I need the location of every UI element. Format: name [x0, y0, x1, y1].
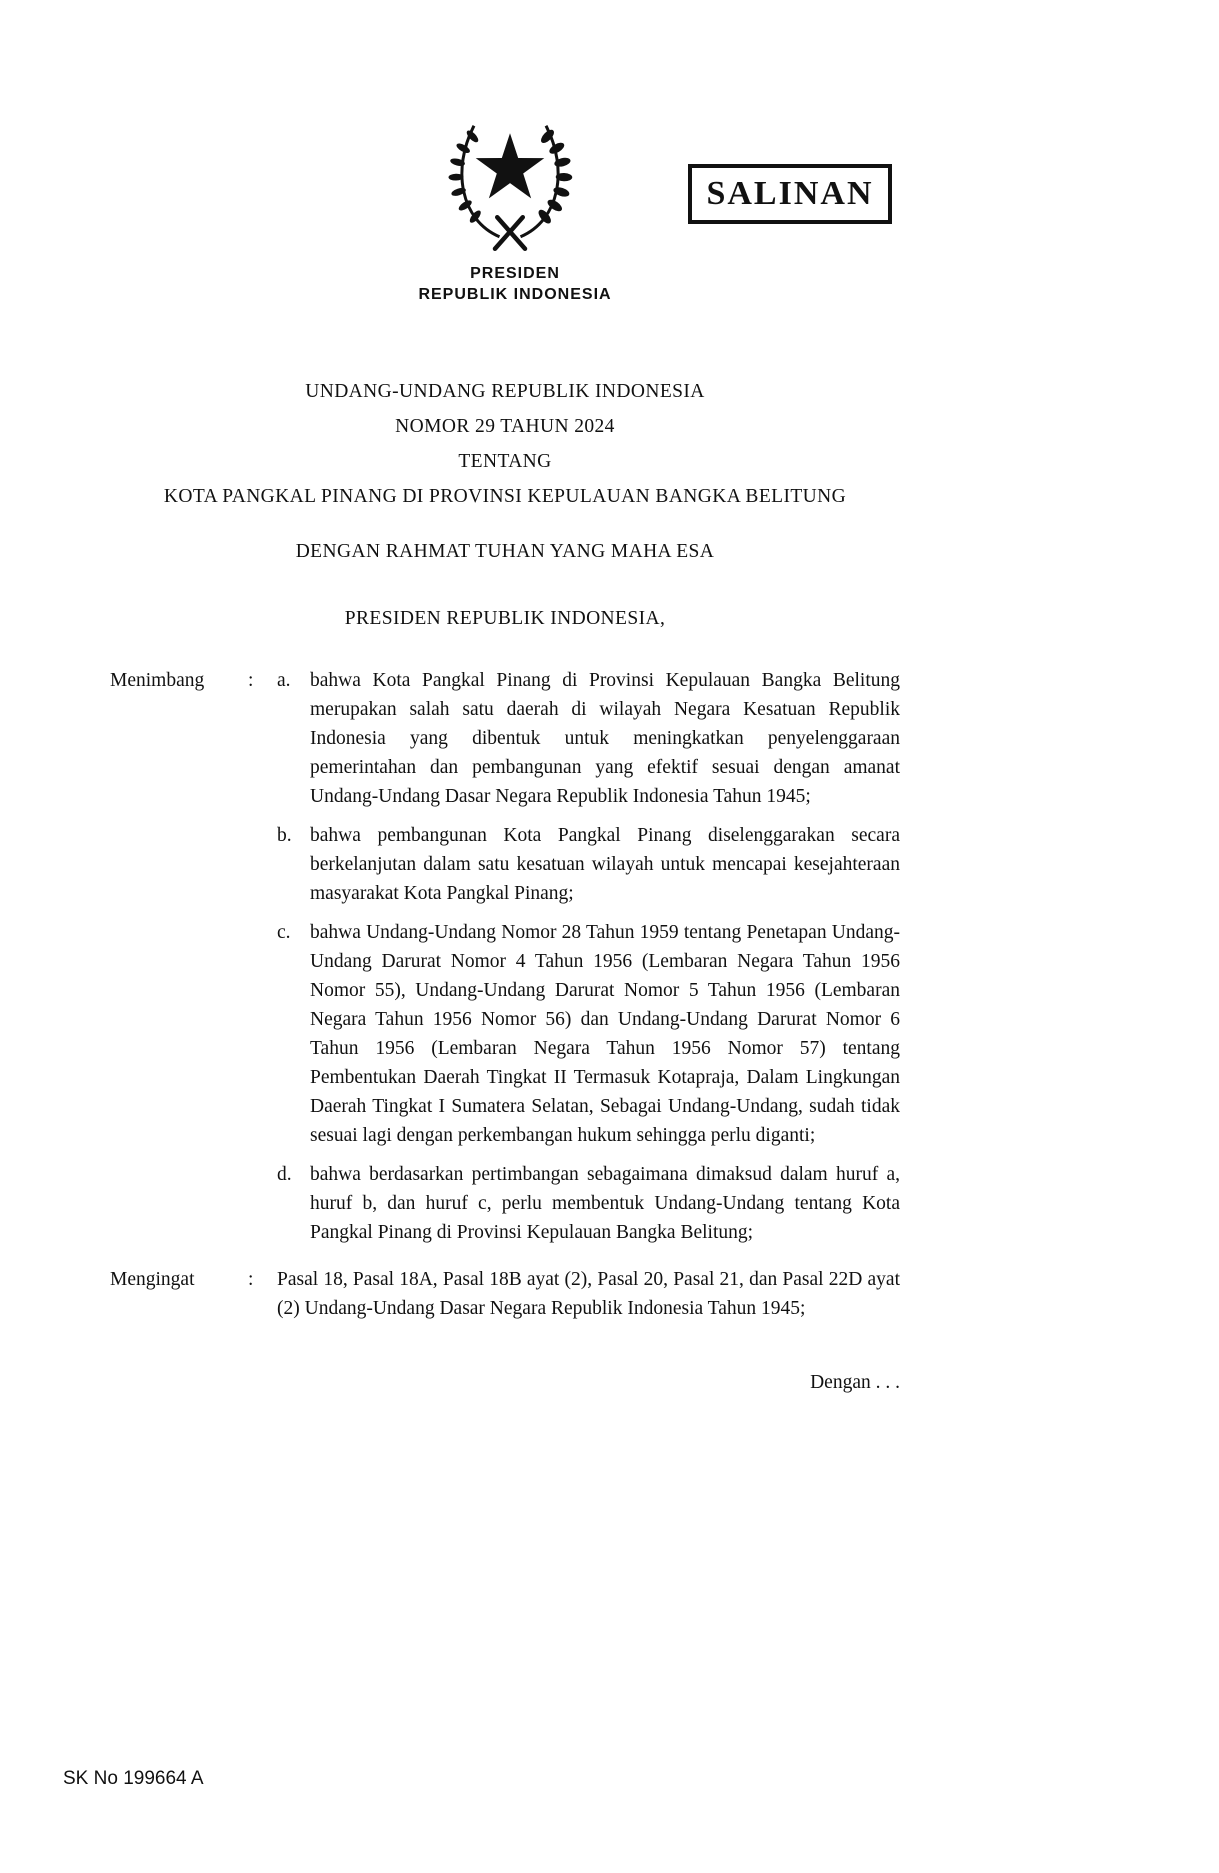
- invocation-line: DENGAN RAHMAT TUHAN YANG MAHA ESA: [295, 541, 715, 562]
- menimbang-item-a: [277, 666, 900, 811]
- law-title-line: UNDANG-UNDANG REPUBLIK INDONESIA: [305, 381, 705, 402]
- item-text: bahwa berdasarkan pertimbangan sebagaimana dimaksud dalam huruf a, huruf b, dan huruf c, perlu membentuk Undang-Undang tentang Kota Pangkal Pinang di Provinsi Kepulauan Bangka Belitung;: [310, 1164, 900, 1243]
- item-text: bahwa Kota Pangkal Pinang di Provinsi Kepulauan Bangka Belitung merupakan salah satu daerah di wilayah Negara Kesatuan Republik Indonesia yang dibentuk untuk meningkatkan penyelenggaraan pemerintahan dan pembangunan yang efektif sesuai dengan amanat Undang-Undang Dasar Negara Republik Indonesia Tahun 1945;: [310, 670, 900, 807]
- menimbang-item-d: [277, 1160, 900, 1247]
- law-title-block: [110, 374, 900, 514]
- letterhead-republik-indonesia: REPUBLIK INDONESIA: [418, 286, 612, 303]
- document-body: [110, 374, 900, 1397]
- item-marker: d.: [277, 1164, 292, 1185]
- item-text: bahwa Undang-Undang Nomor 28 Tahun 1959 tentang Penetapan Undang-Undang Darurat Nomor 4 Tahun 1956 (Lembaran Negara Tahun 1956 Nomor 55), Undang-Undang Darurat Nomor 5 Tahun 1956 (Lembaran Negara Tahun 1956 Nomor 56) dan Undang-Undang Darurat Nomor 6 Tahun 1956 (Lembaran Negara Tahun 1956 Nomor 57) tentang Pembentukan Daerah Tingkat II Termasuk Kotapraja, Dalam Lingkungan Daerah Tingkat I Sumatera Selatan, Sebagai Undang-Undang, sudah tidak sesuai lagi dengan perkembangan hukum sehingga perlu diganti;: [310, 922, 900, 1146]
- salinan-label: SALINAN: [706, 175, 874, 212]
- salinan-stamp: [688, 164, 892, 224]
- law-number-line: NOMOR 29 TAHUN 2024: [395, 416, 615, 437]
- letterhead-presiden: PRESIDEN: [470, 265, 560, 282]
- doc-control-number: SK No 199664 A: [63, 1768, 204, 1789]
- letterhead: [0, 263, 1030, 305]
- mengingat-label: Mengingat: [110, 1269, 195, 1290]
- catchword: Dengan . . .: [810, 1372, 900, 1393]
- mengingat-section: [110, 1265, 900, 1323]
- item-text: bahwa pembangunan Kota Pangkal Pinang diselenggarakan secara berkelanjutan dalam satu kesatuan wilayah untuk mencapai kesejahteraan masyarakat Kota Pangkal Pinang;: [310, 825, 900, 904]
- menimbang-label: Menimbang: [110, 670, 205, 691]
- item-marker: b.: [277, 825, 292, 846]
- menimbang-item-c: [277, 918, 900, 1150]
- authority-line: PRESIDEN REPUBLIK INDONESIA,: [344, 608, 666, 629]
- menimbang-section: [110, 666, 900, 1261]
- mengingat-text: Pasal 18, Pasal 18A, Pasal 18B ayat (2), Pasal 20, Pasal 21, dan Pasal 22D ayat (2) Undang-Undang Dasar Negara Republik Indonesia Tahun 1945;: [277, 1269, 900, 1319]
- menimbang-colon: :: [248, 670, 254, 691]
- mengingat-colon: :: [248, 1269, 254, 1290]
- law-subject-line: KOTA PANGKAL PINANG DI PROVINSI KEPULAUAN BANGKA BELITUNG: [163, 486, 847, 507]
- menimbang-item-b: [277, 821, 900, 908]
- item-marker: a.: [277, 670, 291, 691]
- tentang-line: TENTANG: [458, 451, 552, 472]
- menimbang-items: [277, 666, 900, 1261]
- item-marker: c.: [277, 922, 291, 943]
- presidential-star-emblem-icon: [435, 100, 585, 258]
